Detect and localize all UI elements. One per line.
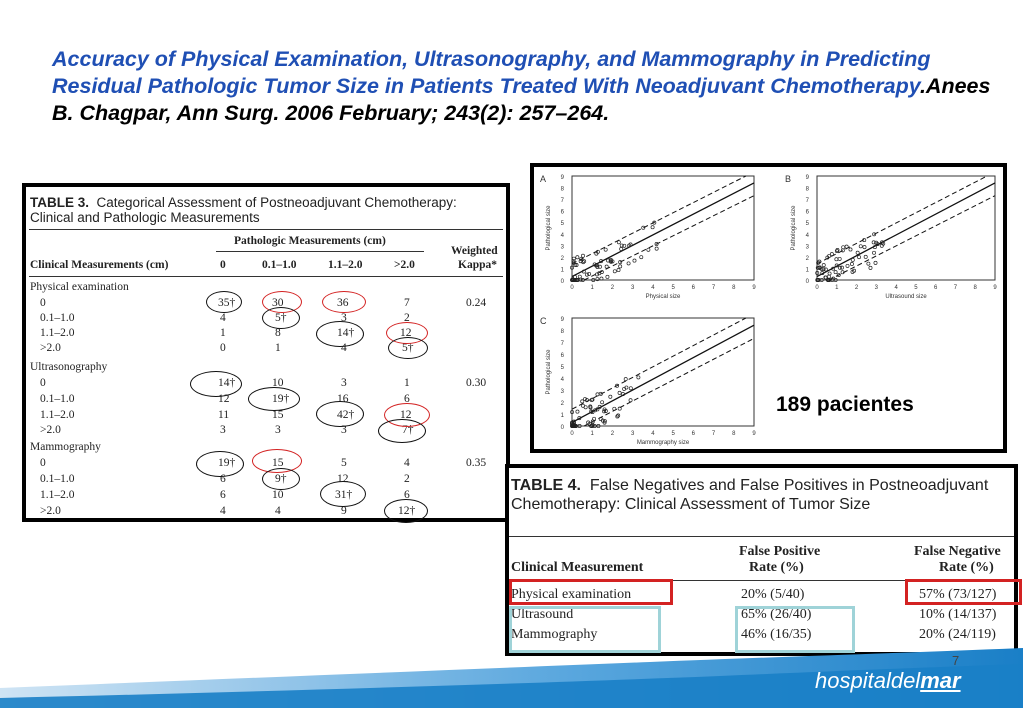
- data-point: [629, 399, 632, 402]
- table-cell: 10: [272, 489, 284, 501]
- diagonal-circle: [378, 419, 426, 443]
- table-cell: 5†: [275, 312, 287, 324]
- y-axis-label: Pathological size: [791, 205, 797, 251]
- table-cell: 3: [341, 377, 347, 389]
- table-cell: 36: [337, 297, 349, 309]
- table-cell: 15: [272, 457, 284, 469]
- data-point: [872, 251, 875, 254]
- row-label: 0: [40, 457, 46, 469]
- diagonal-circle: [316, 321, 364, 347]
- data-point: [849, 248, 852, 251]
- paper-citation: .Anees B. Chagpar, Ann Surg. 2006 February; 243(2): 257–264.: [52, 74, 991, 125]
- row-label: >2.0: [40, 505, 61, 517]
- table-cell: 31†: [335, 489, 353, 501]
- diagonal-circle: [262, 307, 300, 329]
- y-tick-label: 3: [560, 244, 564, 251]
- x-tick-label: 1: [590, 285, 594, 291]
- plot-frame: [572, 176, 754, 280]
- table-cell: 8: [275, 327, 281, 339]
- table-cell: 12†: [398, 505, 416, 517]
- table-4-caption: [511, 476, 1011, 514]
- table-cell: 14†: [337, 327, 355, 339]
- patients-count-label: 189 pacientes: [776, 393, 914, 416]
- highlight-circle-red: [322, 291, 366, 313]
- table-4-col-fn-2: Rate (%): [939, 560, 994, 575]
- data-point: [604, 248, 607, 251]
- data-point: [651, 226, 654, 229]
- table-4-row-label: Physical examination: [511, 587, 632, 602]
- x-tick-label: 9: [752, 431, 756, 437]
- y-tick-label: 3: [805, 244, 809, 251]
- data-point: [834, 271, 837, 274]
- diagonal-circle: [190, 371, 242, 397]
- diagonal-circle: [248, 387, 300, 411]
- y-tick-label: 8: [560, 186, 564, 193]
- x-tick-label: 3: [630, 431, 635, 437]
- x-tick-label: 9: [752, 285, 756, 291]
- y-axis-label: Pathological size: [546, 349, 552, 395]
- data-point: [846, 264, 849, 267]
- table-cell: 35†: [218, 297, 236, 309]
- row-label: 1.1–2.0: [40, 489, 75, 501]
- table-cell: 30: [272, 297, 284, 309]
- diagonal-circle: [316, 401, 364, 427]
- data-point: [581, 400, 584, 403]
- diagonal-circle: [206, 291, 242, 313]
- data-point: [867, 262, 870, 265]
- table-cell: 6: [220, 489, 226, 501]
- diagonal-circle: [262, 468, 300, 490]
- table-cell: 4: [275, 505, 281, 517]
- table-3-kappa-header-1: Weighted: [451, 245, 498, 257]
- table-3-caption-label: TABLE 3.: [30, 195, 90, 210]
- x-tick-label: 0: [815, 285, 819, 291]
- data-point: [609, 395, 612, 398]
- data-point: [836, 248, 839, 251]
- data-point: [856, 251, 859, 254]
- diagonal-circle: [196, 451, 244, 477]
- table-cell: 4: [220, 312, 226, 324]
- table-cell: 5†: [402, 342, 414, 354]
- data-point: [584, 406, 587, 409]
- table-4-caption-text: False Negatives and False Positives in Postneoadjuvant Chemotherapy: Clinical Assessment of Tumor Size: [511, 477, 989, 513]
- y-tick-label: 8: [560, 329, 564, 335]
- y-tick-label: 2: [560, 401, 564, 407]
- y-tick-label: 5: [560, 221, 564, 228]
- table-cell: 2: [404, 473, 410, 485]
- table-4-fn-value: 57% (73/127): [919, 587, 997, 602]
- y-tick-label: 4: [560, 377, 564, 383]
- table-cell: 19†: [272, 393, 290, 405]
- scatter-plot-panel: [530, 163, 1007, 453]
- table-3-kappa-header-2: Kappa*: [458, 259, 497, 271]
- data-point: [624, 377, 627, 380]
- row-label: 1.1–2.0: [40, 409, 75, 421]
- x-tick-label: 8: [732, 431, 736, 437]
- table-4-caption-label: TABLE 4.: [511, 477, 581, 494]
- table-4-row-label: Mammography: [511, 627, 598, 642]
- confidence-band-lower: [829, 196, 995, 280]
- y-tick-label: 0: [805, 279, 809, 285]
- x-tick-label: 2: [854, 285, 859, 291]
- confidence-band-upper: [817, 176, 987, 264]
- y-tick-label: 9: [805, 175, 809, 181]
- table-3-group-header: Pathologic Measurements (cm): [234, 235, 386, 247]
- x-tick-label: 1: [835, 285, 839, 291]
- data-point: [822, 263, 825, 266]
- x-tick-label: 4: [894, 285, 898, 291]
- x-tick-label: 5: [914, 285, 918, 291]
- data-point: [838, 257, 841, 260]
- y-tick-label: 4: [805, 232, 809, 239]
- table-cell: 12: [218, 393, 230, 405]
- y-tick-label: 2: [805, 255, 809, 262]
- table-4-col-fp-2: Rate (%): [749, 560, 804, 575]
- highlight-box-red: [905, 579, 1022, 605]
- table-4-fp-value: 46% (16/35): [741, 627, 812, 642]
- data-point: [874, 261, 877, 264]
- data-point: [585, 273, 588, 276]
- data-point: [606, 275, 609, 278]
- x-tick-label: 4: [651, 285, 655, 291]
- table-3-kappa-physical: 0.24: [466, 297, 487, 309]
- table-3-top-rule: [29, 229, 503, 230]
- data-point: [655, 247, 658, 250]
- data-point: [619, 265, 622, 268]
- plot-frame: [817, 176, 995, 280]
- table-4-fn-value: 10% (14/137): [919, 607, 997, 622]
- x-tick-label: 2: [610, 285, 615, 291]
- data-point: [617, 268, 620, 271]
- x-axis-label: Ultrasound size: [885, 294, 927, 300]
- data-point: [587, 272, 590, 275]
- table-3-col-3: >2.0: [394, 259, 415, 271]
- x-tick-label: 2: [610, 431, 615, 437]
- x-tick-label: 0: [570, 431, 574, 437]
- table-cell: 7: [404, 297, 410, 309]
- diagonal-circle: [384, 499, 428, 523]
- table-cell: 12: [337, 473, 349, 485]
- data-point: [617, 241, 620, 244]
- table-4-row-label: Ultrasound: [511, 607, 574, 622]
- y-tick-label: 5: [560, 365, 564, 371]
- table-3-row-header: Clinical Measurements (cm): [30, 259, 169, 271]
- data-point: [864, 255, 867, 258]
- table-4-top-rule: [509, 536, 1014, 537]
- table-cell: 5: [341, 457, 347, 469]
- y-tick-label: 9: [560, 175, 564, 181]
- table-cell: 42†: [337, 409, 355, 421]
- x-tick-label: 3: [874, 285, 879, 291]
- table-cell: 15: [272, 409, 284, 421]
- y-tick-label: 4: [560, 232, 564, 239]
- table-3-kappa-ultrasound: 0.30: [466, 377, 487, 389]
- data-point: [627, 262, 630, 265]
- row-label: 0: [40, 377, 46, 389]
- table-3-col-1: 0.1–1.0: [262, 259, 297, 271]
- confidence-band-upper: [572, 176, 746, 264]
- data-point: [605, 265, 608, 268]
- table-3-section-mammography: Mammography: [30, 441, 101, 453]
- scatter-plots-svg: [534, 167, 1003, 449]
- x-tick-label: 0: [570, 285, 574, 291]
- table-4-col-measurement: Clinical Measurement: [511, 560, 644, 575]
- x-tick-label: 6: [933, 285, 938, 291]
- confidence-band-lower: [584, 196, 754, 280]
- y-tick-label: 3: [560, 389, 564, 395]
- x-tick-label: 7: [711, 285, 716, 291]
- regression-line: [817, 183, 995, 277]
- table-3-section-ultrasound: Ultrasonography: [30, 361, 108, 373]
- data-point: [620, 247, 623, 250]
- y-tick-label: 5: [805, 221, 809, 228]
- y-tick-label: 1: [805, 267, 809, 274]
- y-tick-label: 2: [560, 255, 564, 262]
- row-label: 0: [40, 297, 46, 309]
- x-tick-label: 4: [651, 431, 655, 437]
- data-point: [850, 262, 853, 265]
- y-tick-label: 6: [805, 209, 809, 216]
- table-3-kappa-mammography: 0.35: [466, 457, 487, 469]
- x-tick-label: 7: [953, 285, 958, 291]
- x-tick-label: 5: [671, 285, 675, 291]
- data-point: [851, 258, 854, 261]
- table-cell: 12: [400, 327, 412, 339]
- table-cell: 6: [220, 473, 226, 485]
- table-cell: 4: [220, 505, 226, 517]
- logo-suffix: mar: [920, 668, 961, 693]
- table-4-col-fp-1: False Positive: [739, 544, 821, 559]
- table-cell: 7†: [402, 424, 414, 436]
- data-point: [581, 254, 584, 257]
- y-axis-label: Pathological size: [546, 205, 552, 251]
- x-tick-label: 8: [973, 285, 977, 291]
- table-cell: 14†: [218, 377, 236, 389]
- data-point: [576, 410, 579, 413]
- data-point: [841, 249, 844, 252]
- data-point: [863, 246, 866, 249]
- y-tick-label: 9: [560, 317, 564, 323]
- table-cell: 19†: [218, 457, 236, 469]
- highlight-box-red: [509, 579, 673, 605]
- y-tick-label: 7: [560, 198, 564, 205]
- row-label: 0.1–1.0: [40, 312, 75, 324]
- data-point: [576, 256, 579, 259]
- table-cell: 3: [341, 312, 347, 324]
- hospital-logo: [815, 668, 961, 694]
- y-tick-label: 1: [560, 267, 564, 274]
- data-point: [618, 391, 621, 394]
- x-tick-label: 5: [671, 431, 675, 437]
- y-tick-label: 7: [805, 198, 809, 205]
- data-point: [857, 256, 860, 259]
- y-tick-label: 7: [560, 341, 564, 347]
- table-4-fp-value: 65% (26/40): [741, 607, 812, 622]
- panel-letter: A: [540, 174, 547, 184]
- table-cell: 3: [275, 424, 281, 436]
- table-4-fp-value: 20% (5/40): [741, 587, 805, 602]
- data-point: [637, 376, 640, 379]
- table-3-caption: [30, 195, 500, 225]
- table-3-group-rule: [216, 251, 424, 252]
- table-cell: 3: [220, 424, 226, 436]
- row-label: 0.1–1.0: [40, 393, 75, 405]
- data-point: [845, 245, 848, 248]
- x-tick-label: 3: [630, 285, 635, 291]
- table-4: [505, 464, 1018, 656]
- row-label: 1.1–2.0: [40, 327, 75, 339]
- table-3: [22, 183, 510, 522]
- x-tick-label: 6: [691, 431, 696, 437]
- table-cell: 4: [404, 457, 410, 469]
- table-3-col-0: 0: [220, 259, 226, 271]
- table-cell: 10: [272, 377, 284, 389]
- table-cell: 11: [218, 409, 230, 421]
- data-point: [629, 387, 632, 390]
- table-cell: 1: [220, 327, 226, 339]
- y-tick-label: 8: [805, 186, 809, 193]
- data-point: [828, 272, 831, 275]
- page-number: 7: [952, 653, 960, 668]
- data-point: [824, 268, 827, 271]
- row-label: >2.0: [40, 342, 61, 354]
- paper-title: Accuracy of Physical Examination, Ultrasonography, and Mammography in Predicting Residual Pathologic Tumor Size in Patients Treated With Neoadjuvant Chemotherapy: [52, 47, 931, 98]
- diagonal-circle: [320, 481, 366, 507]
- x-tick-label: 9: [993, 285, 997, 291]
- table-cell: 12: [400, 409, 412, 421]
- diagonal-circle: [388, 337, 428, 359]
- data-point: [613, 270, 616, 273]
- data-point: [640, 256, 643, 259]
- table-cell: 3: [341, 424, 347, 436]
- y-tick-label: 6: [560, 353, 564, 359]
- data-point: [830, 253, 833, 256]
- x-tick-label: 8: [732, 285, 736, 291]
- data-point: [633, 259, 636, 262]
- table-cell: 16: [337, 393, 349, 405]
- table-3-col-2: 1.1–2.0: [328, 259, 363, 271]
- x-tick-label: 7: [711, 431, 716, 437]
- panel-letter: C: [540, 316, 547, 326]
- table-4-fn-value: 20% (24/119): [919, 627, 996, 642]
- table-cell: 2: [404, 312, 410, 324]
- y-tick-label: 0: [560, 425, 564, 431]
- x-tick-label: 6: [691, 285, 696, 291]
- x-tick-label: 1: [590, 431, 594, 437]
- data-point: [842, 246, 845, 249]
- panel-letter: B: [785, 174, 792, 184]
- table-cell: 1: [404, 377, 410, 389]
- table-3-section-physical: Physical examination: [30, 281, 129, 293]
- data-point: [835, 258, 838, 261]
- y-tick-label: 1: [560, 413, 564, 419]
- table-cell: 9: [341, 505, 347, 517]
- table-cell: 9†: [275, 473, 287, 485]
- regression-line: [572, 325, 754, 422]
- slide-heading: [52, 46, 1012, 127]
- table-cell: 1: [275, 342, 281, 354]
- table-3-header-rule: [29, 276, 503, 277]
- row-label: 0.1–1.0: [40, 473, 75, 485]
- y-tick-label: 6: [560, 209, 564, 216]
- data-point: [859, 245, 862, 248]
- regression-line: [572, 183, 754, 277]
- x-axis-label: Physical size: [645, 294, 681, 300]
- row-label: >2.0: [40, 424, 61, 436]
- table-cell: 4: [341, 342, 347, 354]
- x-axis-label: Mammography size: [636, 440, 690, 446]
- logo-prefix: hospitaldel: [815, 668, 921, 693]
- table-cell: 0: [220, 342, 226, 354]
- table-3-caption-text: Categorical Assessment of Postneoadjuvant Chemotherapy: Clinical and Pathologic Measurements: [30, 195, 457, 225]
- y-tick-label: 0: [560, 279, 564, 285]
- confidence-band-lower: [584, 338, 754, 426]
- data-point: [827, 275, 830, 278]
- data-point: [647, 248, 650, 251]
- data-point: [601, 401, 604, 404]
- data-point: [869, 266, 872, 269]
- table-cell: 6: [404, 393, 410, 405]
- table-4-col-fn-1: False Negative: [914, 544, 1001, 559]
- table-cell: 6: [404, 489, 410, 501]
